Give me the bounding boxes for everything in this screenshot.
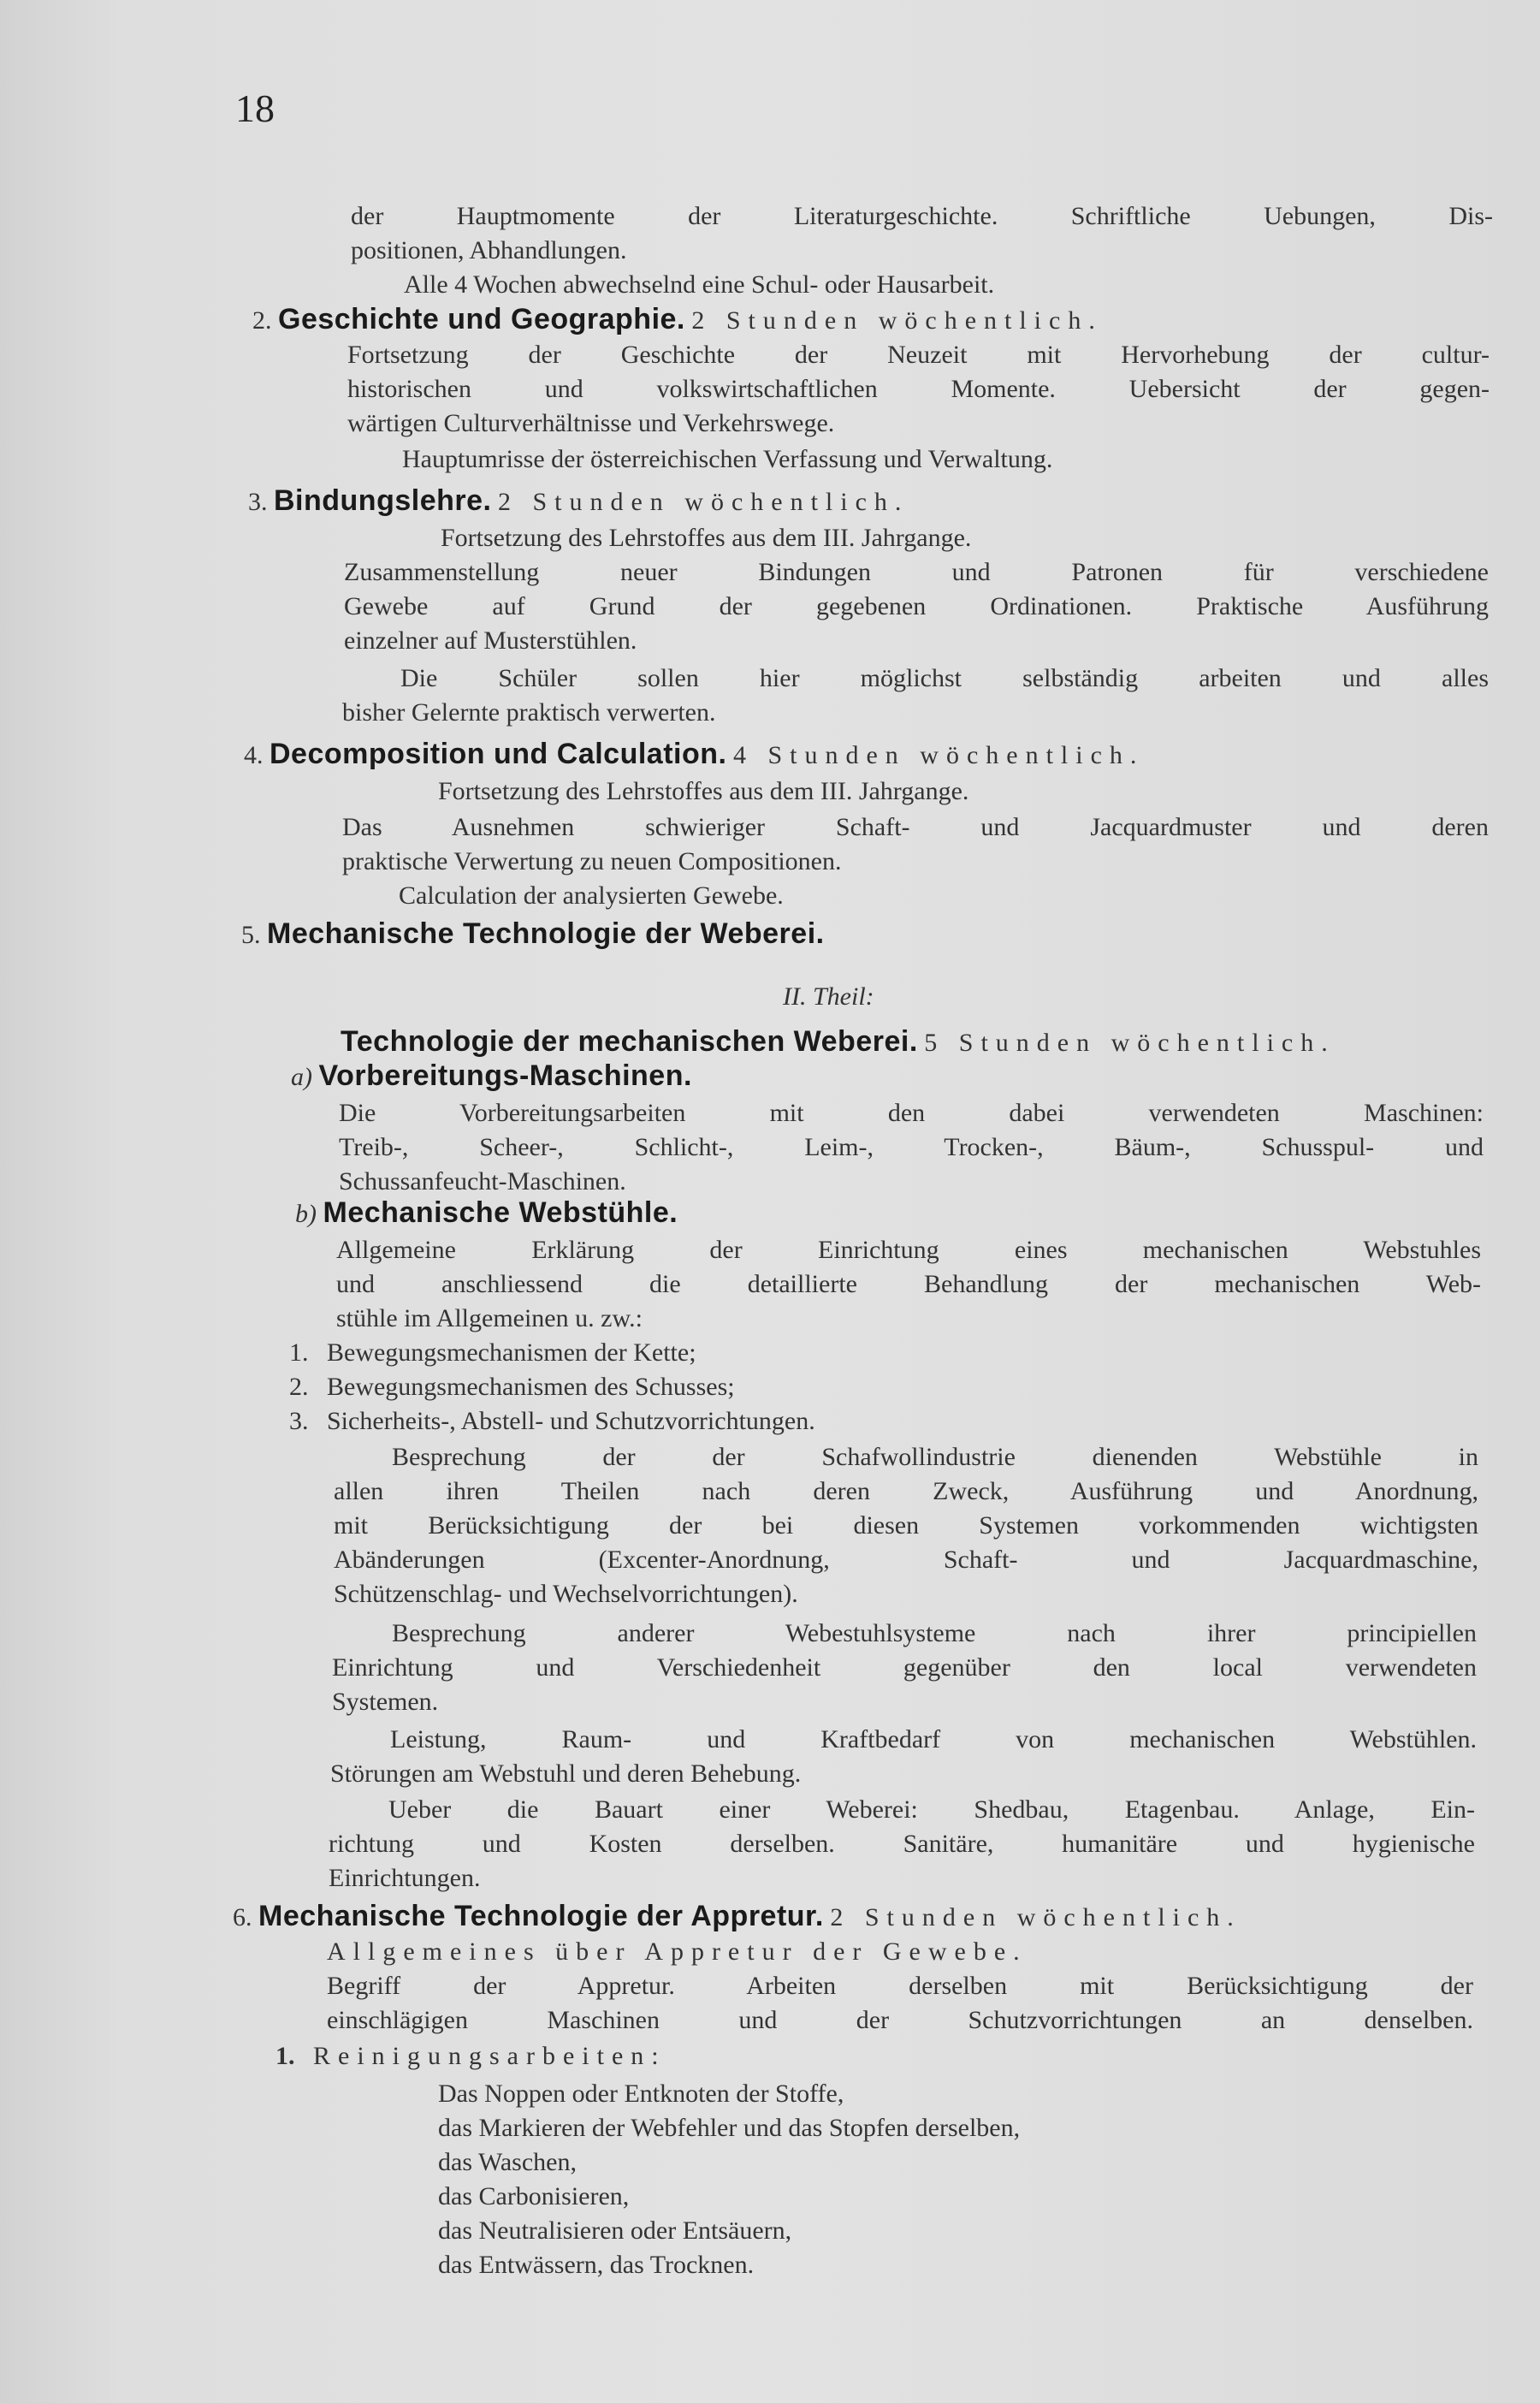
- section-2-number: 2.: [252, 306, 272, 335]
- section-5b-para-1-line-2: allen ihren Theilen nach deren Zweck, Ausführung und Anordnung,: [334, 1477, 1478, 1505]
- section-4-line-2: Das Ausnehmen schwieriger Schaft- und Jacquardmuster und deren: [342, 813, 1489, 841]
- section-5b-para-2-line-3: Systemen.: [332, 1688, 439, 1716]
- list-item: das Markieren der Webfehler und das Stopfen derselben,: [438, 2114, 1021, 2142]
- list-item: das Entwässern, das Trocknen.: [438, 2251, 755, 2279]
- list-item: [289, 1405, 815, 1438]
- intro-line-1: der Hauptmomente der Literaturgeschichte. Schriftliche Uebungen, Dis-: [351, 202, 1493, 230]
- list-item-text: Bewegungsmechanismen der Kette;: [327, 1338, 696, 1367]
- list-item-text: Bewegungsmechanismen des Schusses;: [327, 1373, 735, 1401]
- page-number: 18: [235, 86, 275, 130]
- section-3-number: 3.: [248, 488, 268, 516]
- section-3-line-1: Fortsetzung des Lehrstoffes aus dem III. Jahrgange.: [441, 524, 972, 552]
- section-6-hours: 2 Stunden wöchentlich.: [830, 1903, 1241, 1931]
- section-5a-line-1: Die Vorbereitungsarbeiten mit den dabei verwendeten Maschinen:: [339, 1099, 1484, 1127]
- section-6-heading: [233, 1900, 1241, 1934]
- section-3-line-2: Zusammenstellung neuer Bindungen und Patronen für verschiedene: [344, 558, 1489, 586]
- list-item: das Waschen,: [438, 2148, 577, 2176]
- section-5a-label: a): [291, 1063, 312, 1091]
- section-5b-para-3-line-2: Störungen am Webstuhl und deren Behebung.: [330, 1759, 802, 1788]
- section-4-title: Decomposition und Calculation.: [270, 738, 727, 770]
- list-item: das Neutralisieren oder Entsäuern,: [438, 2216, 792, 2245]
- section-5-part: II. Theil:: [783, 982, 874, 1011]
- section-2-heading: [252, 303, 1103, 337]
- section-5b-para-2-line-2: Einrichtung und Verschiedenheit gegenüber den local verwendeten: [332, 1653, 1477, 1682]
- section-6-line-2: einschlägigen Maschinen und der Schutzvorrichtungen an denselben.: [327, 2006, 1473, 2034]
- section-2-title: Geschichte und Geographie.: [278, 303, 685, 335]
- section-5b-para-1-line-4: Abänderungen (Excenter-Anordnung, Schaft- und Jacquardmaschine,: [334, 1546, 1478, 1574]
- section-3-line-5: Die Schüler sollen hier möglichst selbständig arbeiten und alles: [400, 664, 1489, 692]
- section-3-title: Bindungslehre.: [274, 484, 492, 517]
- section-6-title: Mechanische Technologie der Appretur.: [258, 1900, 824, 1932]
- section-6-subheading: Allgemeines über Appretur der Gewebe.: [327, 1937, 1028, 1966]
- section-5b-para-3-line-1: Leistung, Raum- und Kraftbedarf von mechanischen Webstühlen.: [390, 1725, 1477, 1753]
- section-6-item-number: 1.: [275, 2042, 295, 2070]
- section-3-line-3: Gewebe auf Grund der gegebenen Ordinationen. Praktische Ausführung: [344, 592, 1489, 620]
- section-3-heading: [248, 484, 909, 519]
- list-item: [289, 1337, 696, 1369]
- section-2-line-2: historischen und volkswirtschaftlichen Momente. Uebersicht der gegen-: [347, 375, 1490, 403]
- intro-line-2: positionen, Abhandlungen.: [351, 236, 627, 264]
- list-item: Das Noppen oder Entknoten der Stoffe,: [438, 2080, 844, 2108]
- section-5-sub-hours: 5 Stunden wöchentlich.: [924, 1029, 1336, 1057]
- section-5a-line-2: Treib-, Scheer-, Schlicht-, Leim-, Trocken-, Bäum-, Schusspul- und: [339, 1133, 1484, 1161]
- section-5b-para-1-line-5: Schützenschlag- und Wechselvorrichtungen).: [334, 1580, 798, 1608]
- section-5b-line-1: Allgemeine Erklärung der Einrichtung eines mechanischen Webstuhles: [336, 1236, 1481, 1264]
- section-6-line-1: Begriff der Appretur. Arbeiten derselben mit Berücksichtigung der: [327, 1972, 1473, 2000]
- section-3-line-4: einzelner auf Musterstühlen.: [344, 626, 637, 655]
- section-5-heading: [241, 917, 825, 952]
- section-5-subheading: [341, 1025, 1336, 1059]
- section-4-heading: [244, 738, 1144, 772]
- section-4-line-4: Calculation der analysierten Gewebe.: [399, 881, 784, 910]
- section-5b-label: b): [295, 1200, 317, 1228]
- section-5-sub-title: Technologie der mechanischen Weberei.: [341, 1025, 918, 1058]
- section-5b-title: Mechanische Webstühle.: [323, 1196, 678, 1229]
- section-2-line-4: Hauptumrisse der österreichischen Verfassung und Verwaltung.: [402, 445, 1053, 473]
- section-3-line-6: bisher Gelernte praktisch verwerten.: [342, 698, 716, 727]
- list-item: [289, 1371, 735, 1403]
- section-6-item-heading: [275, 2040, 666, 2073]
- section-5a-title: Vorbereitungs-Maschinen.: [318, 1059, 692, 1092]
- section-5b-para-1-line-3: mit Berücksichtigung der bei diesen Systemen vorkommenden wichtigsten: [334, 1511, 1478, 1540]
- section-5b-heading: [295, 1196, 678, 1231]
- section-4-hours: 4 Stunden wöchentlich.: [732, 741, 1145, 769]
- section-2-line-1: Fortsetzung der Geschichte der Neuzeit mit Hervorhebung der cultur-: [347, 341, 1490, 369]
- section-6-item-title: Reinigungsarbeiten:: [313, 2042, 666, 2070]
- section-5-title: Mechanische Technologie der Weberei.: [267, 917, 825, 950]
- section-6-number: 6.: [233, 1903, 252, 1931]
- section-4-line-1: Fortsetzung des Lehrstoffes aus dem III. Jahrgange.: [438, 777, 969, 805]
- section-5b-para-4-line-3: Einrichtungen.: [329, 1864, 481, 1892]
- section-5b-para-1-line-1: Besprechung der der Schafwollindustrie dienenden Webstühle in: [392, 1443, 1478, 1471]
- list-item-text: Sicherheits-, Abstell- und Schutzvorrichtungen.: [327, 1407, 815, 1435]
- section-5b-line-3: stühle im Allgemeinen u. zw.:: [336, 1304, 643, 1332]
- section-4-number: 4.: [244, 741, 264, 769]
- section-5b-para-4-line-1: Ueber die Bauart einer Weberei: Shedbau, Etagenbau. Anlage, Ein-: [388, 1795, 1475, 1824]
- list-item: das Carbonisieren,: [438, 2182, 630, 2210]
- section-5b-line-2: und anschliessend die detaillierte Behandlung der mechanischen Web-: [336, 1270, 1481, 1298]
- section-5a-line-3: Schussanfeucht-Maschinen.: [339, 1167, 626, 1196]
- section-5b-para-2-line-1: Besprechung anderer Webestuhlsysteme nach ihrer principiellen: [392, 1619, 1477, 1647]
- section-2-hours: 2 Stunden wöchentlich.: [691, 306, 1103, 335]
- list-item-number: 2.: [289, 1373, 309, 1401]
- section-5a-heading: [291, 1059, 692, 1094]
- section-2-line-3: wärtigen Culturverhältnisse und Verkehrswege.: [347, 409, 835, 437]
- section-5b-para-4-line-2: richtung und Kosten derselben. Sanitäre, humanitäre und hygienische: [329, 1830, 1475, 1858]
- section-5-number: 5.: [241, 921, 261, 949]
- list-item-number: 3.: [289, 1407, 309, 1435]
- list-item-number: 1.: [289, 1338, 309, 1367]
- section-3-hours: 2 Stunden wöchentlich.: [497, 488, 909, 516]
- section-4-line-3: praktische Verwertung zu neuen Compositionen.: [342, 847, 842, 875]
- intro-line-3: Alle 4 Wochen abwechselnd eine Schul- oder Hausarbeit.: [404, 270, 995, 299]
